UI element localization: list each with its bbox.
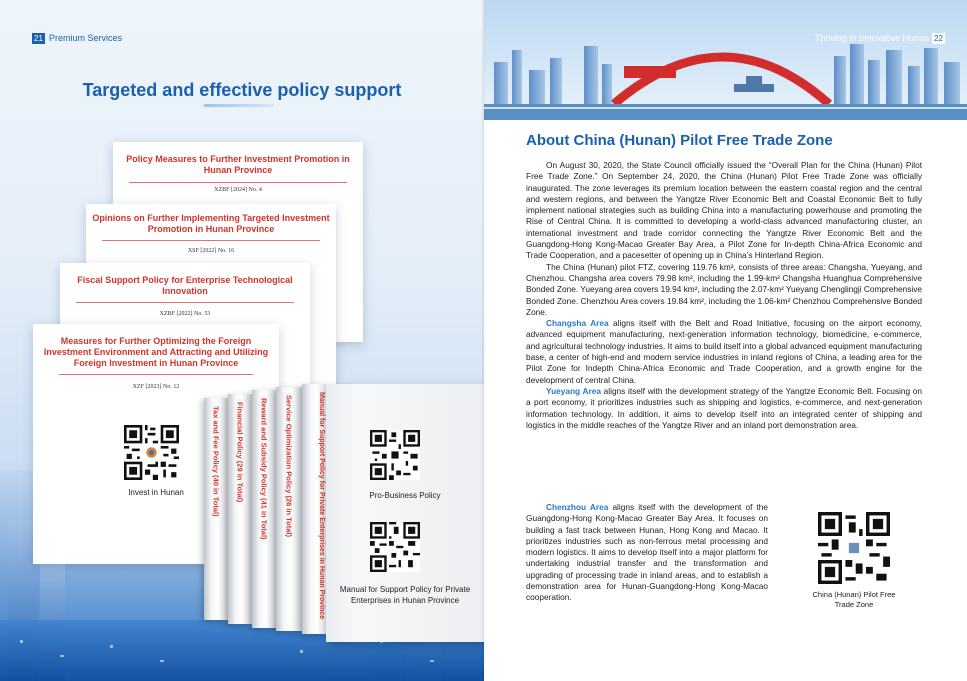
section-label: Thriving in Innovative Hunan: [814, 33, 929, 43]
article-body: [526, 160, 922, 431]
invest-hunan-qr-code[interactable]: [124, 425, 179, 480]
right-page: [484, 0, 967, 681]
document-number: XZBF [2024] No. 4: [214, 187, 262, 193]
center-fold: [482, 0, 486, 681]
area-name: Yueyang Area: [546, 385, 601, 396]
paragraph-changsha: [526, 318, 922, 386]
pilot-ftz-qr-caption: China (Hunan) Pilot Free Trade Zone: [812, 590, 896, 609]
private-enterprise-manual-caption: Manual for Support Policy for Private Enterprises in Hunan Province: [339, 585, 471, 605]
document-number: XZBF [2022] No. 53: [159, 311, 211, 317]
private-enterprise-manual-qr-code[interactable]: [370, 522, 420, 572]
paragraph-coverage: The China (Hunan) pilot FTZ, covering 119.76 km², consists of three areas: Changsha, Yueyang, and Chenzhou. Changsha area covers 79.98 km², including the 1.99-km² Changsha Huanghua Comprehensive Bonded Zone. Yueyang area covers 19.94 km², including the 2.07-km² Yueyang Chenglingji Comprehensive Bonded Zone. Chenzhou Area covers 19.84 km², including the 1.06-km² Chenzhou Comprehensive Bonded Zone.: [526, 261, 922, 317]
document-title: Fiscal Support Policy for Enterprise Technological Innovation: [77, 275, 293, 296]
document-title: Opinions on Further Implementing Targeted Investment Promotion in Hunan Province: [92, 213, 330, 234]
paragraph-yueyang: [526, 386, 922, 431]
pro-business-policy-qr-code[interactable]: [370, 430, 420, 480]
spine-label: Service Optimization Policy (26 in Total): [284, 395, 294, 537]
section-label: Premium Services: [49, 33, 123, 43]
book-spine-private-enterprise-manual: [302, 384, 328, 634]
paragraph-chenzhou: [526, 502, 768, 604]
paragraph-overview: On August 30, 2020, the State Council officially issued the “Overall Plan for the China (Hunan) Pilot Free Trade Zone.” On September 24, 2020, the China (Hunan) Pilot Free Trade Zone was officially inaugurated. The zone leverages its premium location between the eastern coastal region and the central and western regions, and between the Yangtze River Economic Belt and Coastal Economic Belt to fully implement national strategies such as building China into a manufacturing powerhouse and promoting the Rise of Central China. It is committed to developing a world-class advanced manufacturing cluster, an international investment and trade corridor connecting the Yangtze River Economic Belt and the Guangdong-Hong Kong-Macao Greater Bay Area, a Pilot Zone for In-depth China-Africa Economic and Trade Cooperation, and a pacesetter of opening up in China’s Hinterland Region.: [526, 160, 922, 261]
area-name: Chenzhou Area: [546, 502, 609, 512]
area-name: Changsha Area: [546, 318, 609, 329]
document-rule: [102, 240, 320, 241]
spine-label: Tax and Fee Policy (40 in Total): [211, 406, 221, 517]
document-number: XZF [2023] No. 12: [132, 384, 180, 390]
spine-label: Reward and Subsidy Policy (41 in Total): [259, 398, 269, 540]
document-rule: [59, 374, 253, 375]
spine-label: Manual for Support Policy for Private Enterprises in Hunan Province: [318, 392, 325, 620]
page-title: Targeted and effective policy support: [82, 80, 402, 100]
spine-label: Financial Policy (29 in Total): [235, 402, 245, 503]
pilot-ftz-qr-code[interactable]: [818, 512, 890, 584]
document-rule: [129, 182, 347, 183]
page-number-badge: 21: [32, 33, 45, 44]
paragraph-text: aligns itself with the Belt and Road Initiative, focusing on the airport economy, advanced equipment manufacturing, next-generation information technology, biomedicine, e-commerce, and agricultural technology industries. It aims to build itself into a global advanced equipment manufacturing base, a center of high-end and modern service industries in inland regions of China, a leading area for the Pilot Zone for Indepth China-Africa Economic and Trade Cooperation, and a growth engine for the development of central China.: [526, 318, 922, 385]
document-rule: [76, 302, 294, 303]
book-spine-financial: [228, 394, 252, 624]
article-title: About China (Hunan) Pilot Free Trade Zone: [526, 132, 833, 149]
policy-book-stack: [200, 384, 484, 644]
book-cover: [326, 384, 484, 642]
page-number-badge: 22: [932, 33, 945, 44]
book-spine-tax-fee: [204, 398, 228, 620]
paragraph-text: aligns itself with the development strategy of the Yangtze Economic Belt. Focusing on a port economy, it prioritizes industries such as shipping and logistics, e-commerce, and next-generation information technology. In addition, it aims to develop itself into an integrated center of shipping and logistics in the middle reaches of the Yangtze River and an inland port demonstration area.: [526, 385, 922, 430]
city-skyline-banner: [484, 0, 967, 120]
document-number: XSF [2022] No. 16: [187, 248, 235, 254]
title-underline: [204, 104, 274, 107]
document-title: Policy Measures to Further Investment Promotion in Hunan Province: [126, 154, 350, 175]
book-spine-service-optimization: [276, 387, 302, 631]
document-title: Measures for Further Optimizing the Foreign Investment Environment and Attracting and Utilizing Foreign Investment in Hunan Province: [43, 336, 269, 368]
book-spine-reward-subsidy: [252, 390, 276, 628]
invest-hunan-caption: Invest in Hunan: [128, 488, 184, 497]
pro-business-policy-caption: Pro-Business Policy: [369, 491, 441, 500]
paragraph-text: aligns itself with the development of the Guangdong-Hong Kong-Macao Greater Bay Area. It focuses on building a fast track between Hunan, Hong Kong and Macao. It prioritizes industries such as non-ferrous metal processing and modern logistics. It aims to develop itself into a major platform for undertaking industrial transfer and the transformation and upgrading of processing trade in inland areas, and to establish a demonstration area for Hunan-Guangdong-Hong Kong-Macao cooperation.: [526, 502, 769, 603]
